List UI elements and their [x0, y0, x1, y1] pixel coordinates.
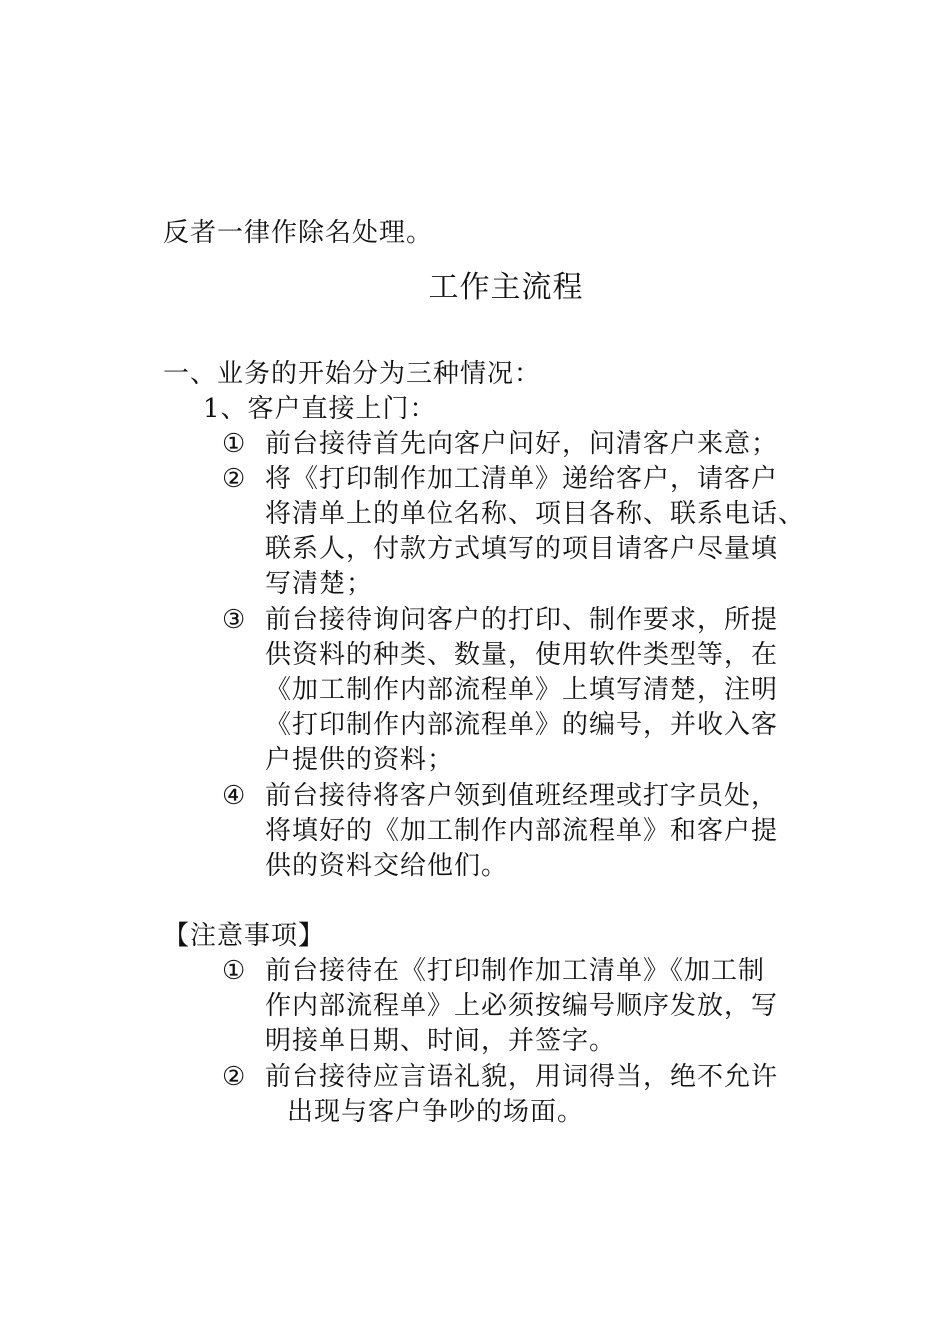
list-item-line: 前台接待询问客户的打印、制作要求，所提: [265, 605, 779, 635]
page-title: 工作主流程: [428, 270, 584, 305]
item-marker: ④: [222, 781, 246, 811]
list-item-line: 写清楚；: [265, 569, 374, 599]
note-line: 出现与客户争吵的场面。: [287, 1097, 585, 1127]
list-item-line: 《加工制作内部流程单》上填写清楚，注明: [265, 675, 779, 705]
list-item-line: 将清单上的单位名称、项目各称、联系电话、: [265, 499, 806, 529]
item-marker: ②: [222, 464, 246, 494]
list-item-line: 前台接待首先向客户问好，问清客户来意；: [265, 429, 779, 459]
list-item-line: 将《打印制作加工清单》递给客户，请客户: [265, 464, 779, 494]
list-item-line: 供的资料交给他们。: [265, 851, 509, 881]
notes-heading: 【注意事项】: [163, 921, 326, 951]
item-marker: ②: [222, 1062, 246, 1092]
item-marker: ①: [222, 429, 246, 459]
continuation-text: 反者一律作除名处理。: [163, 218, 434, 248]
item-marker: ③: [222, 605, 246, 635]
note-line: 前台接待应言语礼貌，用词得当，绝不允许: [265, 1062, 779, 1092]
note-line: 作内部流程单》上必须按编号顺序发放，写: [265, 991, 779, 1021]
list-item-line: 将填好的《加工制作内部流程单》和客户提: [265, 816, 779, 846]
note-line: 明接单日期、时间，并签字。: [265, 1026, 617, 1056]
item-marker: ①: [222, 956, 246, 986]
section-heading: 一、业务的开始分为三种情况：: [163, 359, 542, 389]
list-item-line: 供资料的种类、数量，使用软件类型等，在: [265, 640, 779, 670]
note-line: 前台接待在《打印制作加工清单》《加工制: [265, 956, 766, 986]
list-item-line: 联系人，付款方式填写的项目请客户尽量填: [265, 534, 779, 564]
subsection-heading: 1、客户直接上门：: [203, 394, 437, 424]
list-item-line: 户提供的资料；: [265, 745, 455, 775]
list-item-line: 《打印制作内部流程单》的编号，并收入客: [265, 710, 779, 740]
list-item-line: 前台接待将客户领到值班经理或打字员处，: [265, 781, 779, 811]
